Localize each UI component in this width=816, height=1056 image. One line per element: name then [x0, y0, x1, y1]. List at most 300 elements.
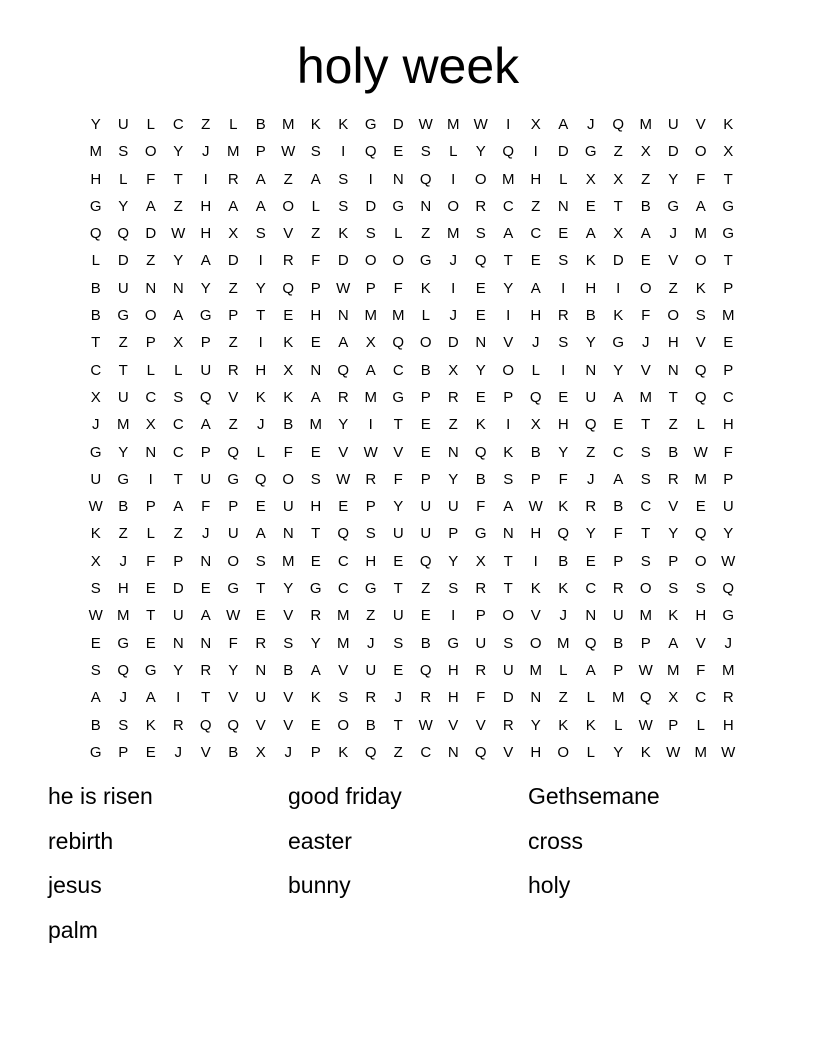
grid-letter: Q — [199, 388, 212, 406]
grid-letter: W — [638, 661, 653, 679]
grid-letter: Z — [228, 279, 238, 297]
grid-letter: Q — [199, 716, 212, 734]
grid-letter: Q — [282, 279, 295, 297]
grid-letter: E — [585, 197, 596, 215]
grid-letter: Q — [419, 661, 432, 679]
grid-letter: J — [724, 634, 732, 652]
grid-letter: U — [447, 498, 459, 516]
grid-letter: B — [90, 279, 101, 297]
grid-letter: P — [723, 470, 734, 488]
grid-letter: U — [282, 498, 294, 516]
word-list-item: rebirth — [48, 827, 114, 854]
grid-letter: X — [585, 170, 596, 188]
grid-letter: S — [558, 334, 569, 352]
grid-letter: O — [282, 197, 295, 215]
grid-letter: F — [476, 498, 486, 516]
grid-letter: S — [90, 580, 101, 598]
grid-letter: Q — [722, 580, 735, 598]
grid-letter: I — [258, 334, 263, 352]
grid-letter: G — [227, 470, 240, 488]
grid-letter: O — [282, 470, 295, 488]
grid-row — [82, 411, 742, 438]
grid-letter: I — [148, 470, 153, 488]
grid-letter: W — [226, 607, 241, 625]
grid-letter: S — [118, 716, 129, 734]
grid-letter: F — [311, 252, 321, 270]
grid-letter: A — [585, 225, 596, 243]
grid-letter: V — [668, 498, 679, 516]
grid-letter: G — [584, 143, 597, 161]
grid-letter: Q — [694, 361, 707, 379]
grid-letter: A — [145, 197, 156, 215]
grid-letter: O — [502, 607, 515, 625]
grid-letter: W — [88, 607, 103, 625]
grid-letter: V — [338, 661, 349, 679]
grid-letter: Q — [584, 634, 597, 652]
grid-letter: R — [337, 388, 349, 406]
grid-row — [82, 575, 742, 602]
grid-row — [82, 684, 742, 711]
grid-letter: P — [310, 743, 321, 761]
grid-letter: B — [118, 498, 129, 516]
grid-letter: Z — [668, 416, 678, 434]
grid-letter: F — [393, 279, 403, 297]
grid-letter: N — [447, 443, 459, 461]
grid-letter: T — [723, 252, 733, 270]
grid-row — [82, 384, 742, 411]
grid-letter: B — [475, 470, 486, 488]
grid-letter: H — [530, 743, 542, 761]
grid-letter: B — [420, 634, 431, 652]
grid-letter: N — [502, 525, 514, 543]
grid-letter: M — [309, 416, 322, 434]
grid-letter: P — [420, 470, 431, 488]
grid-letter: T — [613, 197, 623, 215]
grid-letter: U — [392, 525, 404, 543]
grid-letter: G — [392, 197, 405, 215]
grid-letter: E — [310, 443, 321, 461]
grid-letter: B — [365, 716, 376, 734]
grid-letter: C — [695, 689, 707, 707]
grid-letter: P — [310, 279, 321, 297]
grid-letter: O — [694, 252, 707, 270]
grid-row — [82, 275, 742, 302]
grid-letter: K — [503, 443, 514, 461]
grid-letter: R — [502, 716, 514, 734]
grid-letter: A — [695, 197, 706, 215]
grid-letter: Y — [393, 498, 404, 516]
grid-letter: N — [145, 443, 157, 461]
grid-letter: S — [695, 580, 706, 598]
grid-letter: R — [310, 607, 322, 625]
grid-letter: I — [451, 279, 456, 297]
grid-letter: F — [613, 525, 623, 543]
grid-letter: R — [172, 716, 184, 734]
grid-letter: O — [557, 743, 570, 761]
grid-letter: A — [338, 334, 349, 352]
grid-letter: H — [447, 661, 459, 679]
grid-letter: E — [200, 580, 211, 598]
grid-letter: R — [365, 470, 377, 488]
grid-letter: M — [364, 307, 377, 325]
grid-letter: T — [118, 361, 128, 379]
grid-letter: C — [145, 388, 157, 406]
grid-letter: Y — [173, 143, 184, 161]
grid-letter: Y — [613, 743, 624, 761]
grid-letter: E — [420, 416, 431, 434]
grid-letter: D — [145, 225, 157, 243]
grid-letter: J — [559, 607, 567, 625]
grid-letter: Q — [529, 388, 542, 406]
grid-letter: Q — [337, 525, 350, 543]
grid-letter: N — [667, 361, 679, 379]
grid-letter: Q — [474, 252, 487, 270]
grid-letter: E — [585, 552, 596, 570]
grid-letter: E — [558, 388, 569, 406]
grid-letter: O — [474, 170, 487, 188]
grid-letter: S — [310, 143, 321, 161]
grid-letter: K — [558, 580, 569, 598]
grid-letter: B — [420, 361, 431, 379]
grid-letter: N — [255, 661, 267, 679]
grid-letter: X — [613, 225, 624, 243]
grid-letter: G — [667, 197, 680, 215]
grid-letter: A — [200, 416, 211, 434]
grid-letter: P — [503, 388, 514, 406]
grid-letter: T — [393, 580, 403, 598]
grid-letter: D — [117, 252, 129, 270]
grid-letter: Z — [201, 116, 211, 133]
grid-letter: P — [723, 361, 734, 379]
grid-row — [82, 439, 742, 466]
grid-letter: M — [639, 607, 652, 625]
grid-letter: S — [475, 225, 486, 243]
grid-letter: H — [557, 416, 569, 434]
grid-letter: R — [475, 197, 487, 215]
grid-letter: P — [365, 279, 376, 297]
grid-letter: M — [722, 661, 735, 679]
grid-letter: P — [145, 498, 156, 516]
grid-letter: M — [89, 143, 102, 161]
grid-letter: P — [475, 607, 486, 625]
grid-row — [82, 357, 742, 384]
grid-letter: R — [612, 580, 624, 598]
grid-letter: Q — [227, 716, 240, 734]
grid-letter: H — [365, 552, 377, 570]
grid-letter: A — [228, 197, 239, 215]
grid-letter: V — [695, 334, 706, 352]
grid-letter: I — [258, 252, 263, 270]
grid-letter: E — [338, 498, 349, 516]
grid-letter: L — [146, 525, 155, 543]
grid-letter: X — [365, 334, 376, 352]
word-list-item: Gethsemane — [528, 783, 660, 809]
grid-letter: E — [475, 279, 486, 297]
grid-letter: K — [723, 116, 734, 133]
grid-letter: U — [90, 470, 102, 488]
grid-letter: T — [641, 416, 651, 434]
grid-letter: O — [227, 552, 240, 570]
grid-letter: A — [640, 225, 651, 243]
grid-letter: V — [695, 634, 706, 652]
grid-letter: I — [203, 170, 208, 188]
grid-letter: I — [561, 279, 566, 297]
grid-letter: O — [694, 143, 707, 161]
grid-letter: O — [392, 252, 405, 270]
grid-letter: V — [228, 689, 239, 707]
grid-letter: R — [722, 689, 734, 707]
grid-letter: Z — [448, 416, 458, 434]
grid-letter: R — [667, 470, 679, 488]
grid-letter: T — [668, 388, 678, 406]
grid-letter: L — [146, 116, 155, 133]
grid-letter: I — [451, 170, 456, 188]
grid-letter: T — [723, 170, 733, 188]
grid-letter: Z — [173, 197, 183, 215]
grid-letter: P — [613, 552, 624, 570]
grid-letter: N — [310, 361, 322, 379]
grid-letter: H — [447, 689, 459, 707]
grid-row — [82, 657, 742, 684]
grid-letter: W — [363, 443, 378, 461]
grid-letter: L — [146, 361, 155, 379]
grid-letter: I — [341, 143, 346, 161]
grid-letter: T — [503, 552, 513, 570]
grid-letter: L — [174, 361, 183, 379]
grid-letter: T — [201, 689, 211, 707]
grid-letter: Q — [117, 225, 130, 243]
grid-letter: M — [392, 307, 405, 325]
grid-letter: V — [393, 443, 404, 461]
grid-letter: D — [172, 580, 184, 598]
grid-letter: Y — [448, 470, 459, 488]
grid-letter: Y — [668, 170, 679, 188]
grid-letter: D — [612, 252, 624, 270]
grid-letter: V — [255, 716, 266, 734]
grid-letter: L — [559, 170, 568, 188]
grid-letter: O — [694, 552, 707, 570]
grid-letter: A — [503, 498, 514, 516]
grid-letter: G — [474, 525, 487, 543]
grid-letter: Y — [585, 334, 596, 352]
grid-letter: O — [502, 361, 515, 379]
grid-letter: K — [558, 498, 569, 516]
grid-letter: K — [90, 525, 101, 543]
grid-letter: I — [451, 607, 456, 625]
grid-letter: G — [612, 334, 625, 352]
grid-letter: W — [336, 470, 351, 488]
grid-letter: M — [667, 661, 680, 679]
grid-letter: E — [420, 443, 431, 461]
grid-letter: I — [368, 170, 373, 188]
grid-letter: G — [89, 443, 102, 461]
grid-letter: W — [88, 498, 103, 516]
grid-letter: P — [118, 743, 129, 761]
grid-letter: L — [91, 252, 100, 270]
grid-letter: L — [614, 716, 623, 734]
grid-letter: P — [668, 552, 679, 570]
grid-letter: H — [200, 225, 212, 243]
grid-letter: E — [90, 634, 101, 652]
grid-letter: W — [638, 716, 653, 734]
grid-letter: Y — [200, 279, 211, 297]
word-list-item: cross — [528, 827, 583, 854]
grid-letter: C — [90, 361, 102, 379]
grid-letter: D — [365, 197, 377, 215]
grid-letter: E — [530, 252, 541, 270]
grid-letter: O — [667, 307, 680, 325]
grid-letter: G — [117, 634, 130, 652]
grid-letter: B — [283, 416, 294, 434]
grid-letter: F — [146, 552, 156, 570]
grid-letter: W — [693, 443, 708, 461]
grid-letter: M — [447, 225, 460, 243]
word-list-item: bunny — [288, 872, 351, 898]
grid-letter: Z — [311, 225, 321, 243]
grid-letter: E — [310, 716, 321, 734]
grid-letter: V — [283, 607, 294, 625]
grid-letter: F — [201, 498, 211, 516]
grid-letter: K — [310, 116, 321, 133]
grid-letter: E — [640, 252, 651, 270]
grid-letter: Y — [283, 580, 294, 598]
grid-letter: E — [145, 634, 156, 652]
grid-letter: P — [613, 661, 624, 679]
letter-grid — [82, 111, 742, 766]
grid-letter: U — [392, 607, 404, 625]
grid-letter: H — [310, 498, 322, 516]
grid-letter: H — [695, 607, 707, 625]
grid-letter: G — [117, 470, 130, 488]
grid-letter: Z — [558, 689, 568, 707]
grid-letter: U — [420, 498, 432, 516]
grid-letter: Q — [557, 525, 570, 543]
grid-letter: Z — [228, 416, 238, 434]
grid-letter: N — [172, 279, 184, 297]
grid-letter: F — [228, 634, 238, 652]
grid-letter: E — [310, 552, 321, 570]
grid-letter: A — [503, 225, 514, 243]
grid-letter: Y — [118, 197, 129, 215]
grid-letter: N — [145, 279, 157, 297]
grid-letter: K — [338, 743, 349, 761]
grid-letter: Y — [228, 661, 239, 679]
grid-letter: Z — [228, 334, 238, 352]
grid-letter: P — [228, 498, 239, 516]
grid-letter: L — [449, 143, 458, 161]
grid-letter: Q — [364, 143, 377, 161]
grid-letter: E — [420, 607, 431, 625]
grid-letter: U — [420, 525, 432, 543]
grid-letter: H — [530, 525, 542, 543]
grid-letter: W — [666, 743, 681, 761]
grid-letter: T — [146, 607, 156, 625]
grid-letter: K — [668, 607, 679, 625]
grid-letter: F — [393, 470, 403, 488]
grid-letter: R — [475, 661, 487, 679]
grid-letter: U — [200, 470, 212, 488]
grid-letter: M — [722, 307, 735, 325]
grid-letter: C — [172, 416, 184, 434]
grid-letter: C — [392, 361, 404, 379]
grid-letter: J — [394, 689, 402, 707]
grid-letter: U — [585, 388, 597, 406]
grid-letter: Y — [613, 361, 624, 379]
grid-letter: Q — [254, 470, 267, 488]
grid-letter: F — [696, 170, 706, 188]
grid-row — [82, 220, 742, 247]
grid-letter: I — [506, 116, 511, 133]
grid-letter: S — [365, 525, 376, 543]
grid-letter: E — [393, 661, 404, 679]
grid-letter: U — [227, 525, 239, 543]
grid-letter: Q — [89, 225, 102, 243]
grid-letter: I — [506, 416, 511, 434]
grid-letter: S — [448, 580, 459, 598]
grid-letter: M — [529, 661, 542, 679]
grid-letter: V — [283, 689, 294, 707]
grid-letter: E — [393, 552, 404, 570]
grid-letter: E — [145, 743, 156, 761]
grid-letter: I — [616, 279, 621, 297]
grid-letter: U — [475, 634, 487, 652]
grid-letter: I — [176, 689, 181, 707]
grid-letter: A — [255, 525, 266, 543]
grid-letter: M — [502, 170, 515, 188]
grid-letter: M — [117, 416, 130, 434]
grid-letter: L — [586, 689, 595, 707]
grid-letter: R — [557, 307, 569, 325]
grid-letter: A — [200, 252, 211, 270]
grid-letter: G — [419, 252, 432, 270]
grid-letter: O — [337, 716, 350, 734]
grid-letter: D — [227, 252, 239, 270]
grid-letter: S — [255, 552, 266, 570]
grid-letter: L — [119, 170, 128, 188]
grid-row — [82, 548, 742, 575]
grid-letter: S — [118, 143, 129, 161]
grid-letter: I — [368, 416, 373, 434]
grid-letter: N — [392, 170, 404, 188]
grid-letter: R — [365, 689, 377, 707]
grid-letter: A — [173, 307, 184, 325]
grid-letter: W — [171, 225, 186, 243]
word-list-item: good friday — [288, 783, 402, 809]
grid-letter: Z — [613, 143, 623, 161]
grid-letter: S — [173, 388, 184, 406]
grid-letter: P — [723, 279, 734, 297]
grid-letter: S — [90, 661, 101, 679]
grid-row — [82, 493, 742, 520]
grid-letter: T — [503, 252, 513, 270]
grid-letter: Q — [364, 743, 377, 761]
grid-letter: P — [640, 634, 651, 652]
grid-letter: Q — [502, 143, 515, 161]
grid-letter: G — [199, 307, 212, 325]
grid-letter: O — [144, 307, 157, 325]
grid-letter: T — [503, 580, 513, 598]
grid-letter: J — [92, 416, 100, 434]
puzzle-title: holy week — [296, 38, 520, 94]
grid-letter: S — [640, 552, 651, 570]
grid-letter: Q — [612, 116, 625, 133]
grid-letter: K — [420, 279, 431, 297]
grid-letter: P — [448, 525, 459, 543]
grid-letter: V — [475, 716, 486, 734]
grid-letter: K — [613, 307, 624, 325]
grid-letter: Q — [584, 416, 597, 434]
grid-letter: B — [255, 116, 266, 133]
